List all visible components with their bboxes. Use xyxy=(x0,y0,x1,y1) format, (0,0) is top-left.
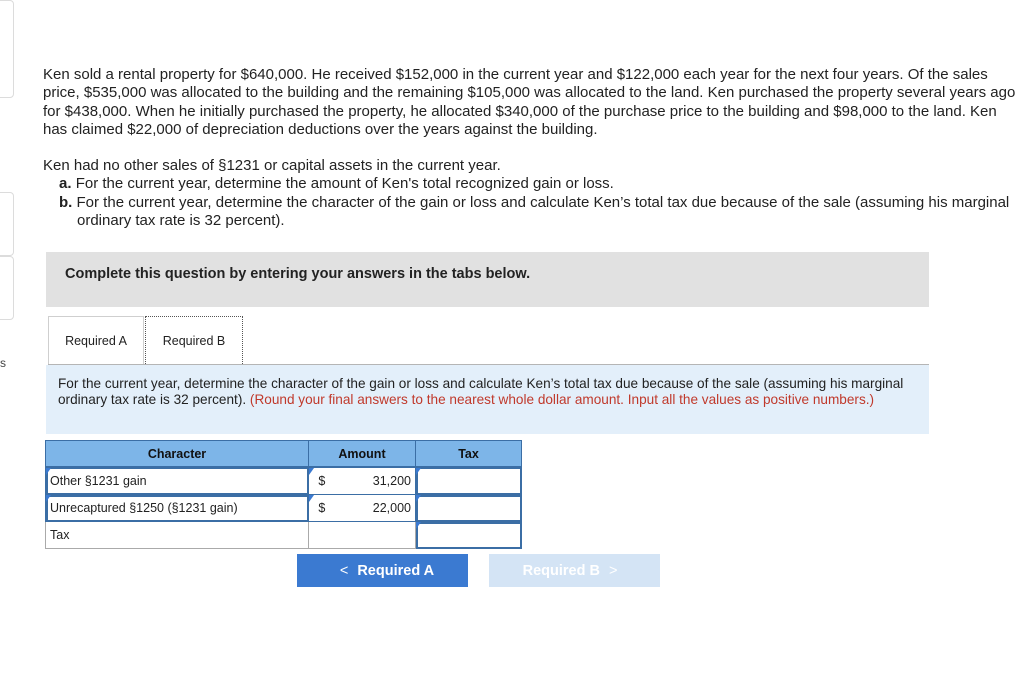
problem-paragraph: Ken had no other sales of §1231 or capital assets in the current year. xyxy=(43,157,501,175)
row-label: Tax xyxy=(46,522,309,549)
question-text: For the current year, determine the character of the gain or loss and calculate Ken’s total tax due because of the sale (assuming his marginal ordinary tax rate is 32 percent). xyxy=(58,376,904,407)
input-flag-icon xyxy=(46,495,51,502)
item-text: For the current year, determine the character of the gain or loss and calculate Ken’s total tax due because of the sale (assuming his marginal ordinary tax rate is 32 percent). xyxy=(76,193,1010,230)
left-panel-fragment xyxy=(0,192,14,256)
item-letter: a. xyxy=(59,175,72,193)
next-required-b-button[interactable] xyxy=(489,554,660,587)
amount-input[interactable]: 31,200 xyxy=(335,467,416,495)
amount-input[interactable]: 22,000 xyxy=(335,495,416,522)
currency-symbol: $ xyxy=(309,495,335,522)
row-label: Unrecaptured §1250 (§1231 gain) xyxy=(50,501,238,515)
problem-statement xyxy=(43,66,1018,230)
problem-item-a xyxy=(51,175,1018,193)
problem-paragraph: Ken sold a rental property for $640,000. He received $152,000 in the current year and $122,000 each year for the next four years. Of the sales price, $535,000 was allocated to the building and the remaining $105,000 was allocated to the land. Ken purchased the property several years ago for $438,000. When he initially purchased the property, he allocated $340,000 of the purchase price to the building and $98,000 to the land. Ken has claimed $22,000 of depreciation deductions over the years against the building. xyxy=(43,66,1016,138)
tab-required-b[interactable]: Required B xyxy=(145,316,243,364)
input-flag-icon xyxy=(416,468,421,475)
table-row xyxy=(46,495,522,522)
table-row xyxy=(46,467,522,495)
amount-cell-empty xyxy=(309,522,416,549)
tab-required-a[interactable]: Required A xyxy=(48,316,144,364)
chevron-right-icon: > xyxy=(608,562,618,579)
input-flag-icon xyxy=(46,468,51,475)
question-prompt xyxy=(46,365,929,434)
tax-total-input[interactable] xyxy=(416,522,522,549)
input-flag-icon xyxy=(416,495,421,502)
problem-item-b xyxy=(51,194,1018,231)
left-panel-fragment xyxy=(0,256,14,320)
row-label: Other §1231 gain xyxy=(50,474,147,488)
column-header-amount: Amount xyxy=(309,441,416,468)
character-input[interactable] xyxy=(46,495,309,522)
column-header-character: Character xyxy=(46,441,309,468)
prev-button-label: Required A xyxy=(357,562,435,579)
currency-symbol: $ xyxy=(309,467,335,495)
item-text: For the current year, determine the amount of Ken's total recognized gain or loss. xyxy=(75,175,614,193)
tax-input[interactable] xyxy=(416,495,522,522)
character-input[interactable] xyxy=(46,467,309,495)
input-flag-icon xyxy=(309,495,314,502)
left-edge-glyph: s xyxy=(0,356,6,370)
chevron-left-icon: < xyxy=(339,562,349,579)
prev-required-a-button[interactable] xyxy=(297,554,468,587)
input-flag-icon xyxy=(309,468,314,475)
question-note: (Round your final answers to the nearest whole dollar amount. Input all the values as positive numbers.) xyxy=(249,392,875,407)
item-letter: b. xyxy=(59,193,73,211)
next-button-label: Required B xyxy=(522,562,600,579)
answer-table xyxy=(45,440,522,549)
table-header-row xyxy=(46,441,522,468)
column-header-tax: Tax xyxy=(416,441,522,468)
left-panel-fragment xyxy=(0,0,14,98)
instructions-banner: Complete this question by entering your answers in the tabs below. xyxy=(46,252,929,307)
tax-input[interactable] xyxy=(416,467,522,495)
input-flag-icon xyxy=(416,522,421,529)
table-row xyxy=(46,522,522,549)
